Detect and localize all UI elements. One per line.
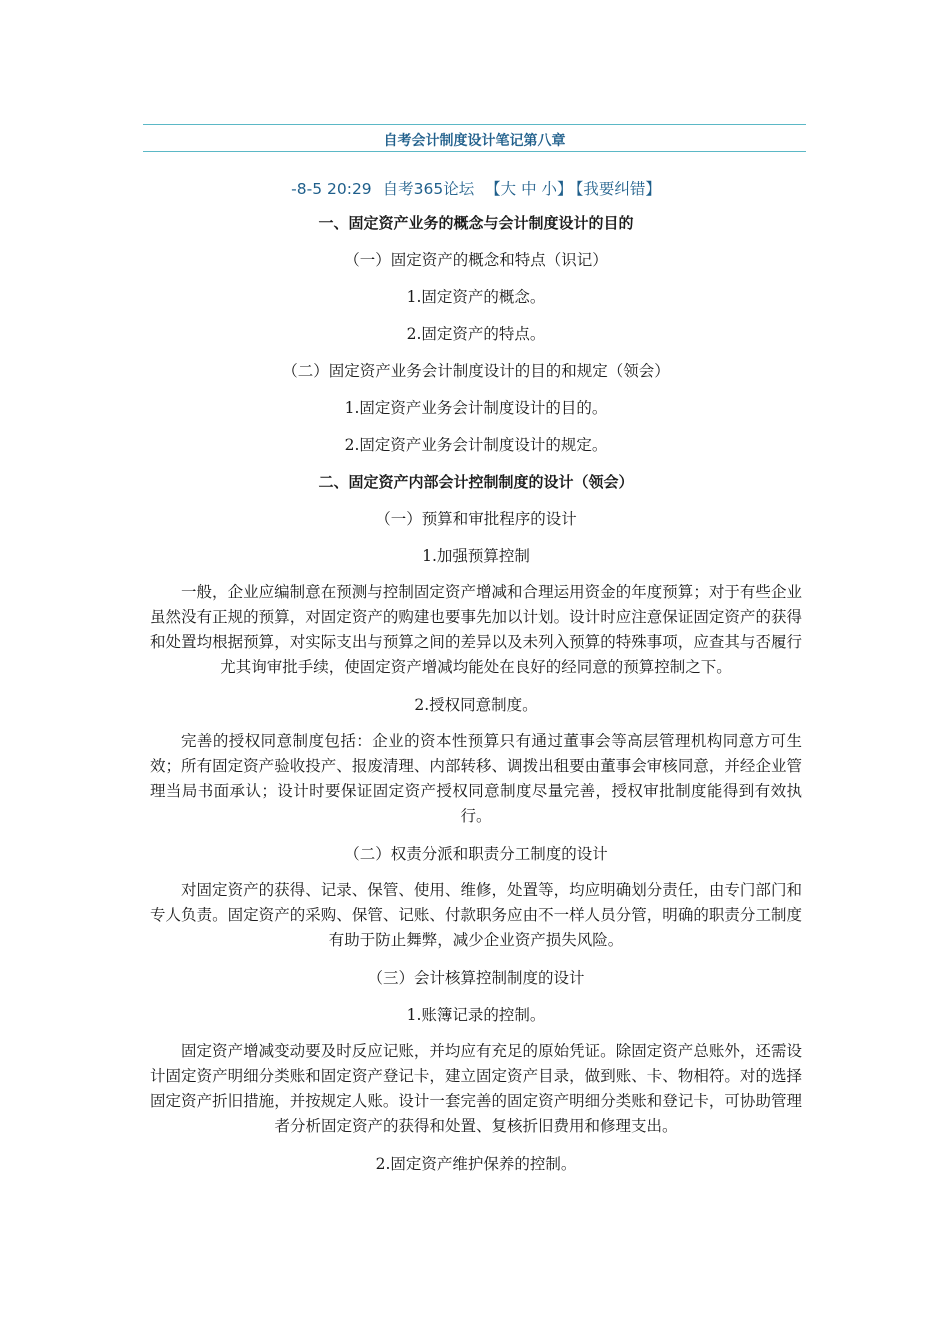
paragraph: 对固定资产的获得、记录、保管、使用、维修，处置等，均应明确划分责任，由专门部门和专人负责。固定资产的采购、保管、记账、付款职务应由不一样人员分管，明确的职责分工制度有助于防止舞弊，减少企业资产损失风险。 (150, 881, 802, 949)
font-size-large-link[interactable]: 【大 (485, 180, 517, 198)
title-top-rule (143, 124, 806, 125)
paragraph: 完善的授权同意制度包括：企业的资本性预算只有通过董事会等高层管理机构同意方可生效；所有固定资产验收投产、报废清理、内部转移、调拨出租要由董事会审核同意，并经企业管理当局书面承认；设计时要保证固定资产授权同意制度尽量完善，授权审批制度能得到有效执行。 (150, 732, 802, 825)
paragraph: 固定资产增减变动要及时反应记账，并均应有充足的原始凭证。除固定资产总账外，还需设计固定资产明细分类账和固定资产登记卡，建立固定资产目录，做到账、卡、物相符。对的选择固定资产折旧措施，并按规定人账。设计一套完善的固定资产明细分类账和登记卡，可协助管理者分析固定资产的获得和处置、复核折旧费用和修理支出。 (150, 1042, 802, 1135)
article-meta (143, 177, 806, 199)
report-error-link[interactable]: 【我要纠错】 (575, 180, 661, 198)
article-body (150, 210, 802, 1188)
subsection-heading: （三）会计核算控制制度的设计 (367, 969, 585, 987)
subsection-heading: （一）固定资产的概念和特点（识记） (344, 251, 608, 269)
list-item: 2.授权同意制度。 (414, 696, 538, 714)
list-item: 2.固定资产业务会计制度设计的规定。 (344, 436, 608, 454)
title-bottom-rule (143, 151, 806, 152)
font-size-small-link[interactable]: 小】 (541, 180, 573, 198)
subsection-heading: （二）权责分派和职责分工制度的设计 (344, 845, 608, 863)
section-heading-2: 二、固定资产内部会计控制制度的设计（领会） (318, 473, 634, 491)
font-size-medium-link[interactable]: 中 (521, 180, 537, 198)
list-item: 2.固定资产的特点。 (406, 325, 546, 343)
list-item: 1.加强预算控制 (422, 547, 530, 565)
source-label: 自考365论坛 (382, 180, 475, 198)
font-size-controls (485, 180, 572, 198)
list-item: 1.固定资产的概念。 (406, 288, 546, 306)
section-heading-1: 一、固定资产业务的概念与会计制度设计的目的 (318, 214, 634, 232)
list-item: 1.账簿记录的控制。 (406, 1006, 546, 1024)
post-datetime: -8-5 20:29 (291, 180, 372, 198)
list-item: 2.固定资产维护保养的控制。 (375, 1155, 577, 1173)
subsection-heading: （二）固定资产业务会计制度设计的目的和规定（领会） (282, 362, 670, 380)
subsection-heading: （一）预算和审批程序的设计 (375, 510, 577, 528)
page-title: 自考会计制度设计笔记第八章 (383, 133, 566, 149)
list-item: 1.固定资产业务会计制度设计的目的。 (344, 399, 608, 417)
paragraph: 一般，企业应编制意在预测与控制固定资产增减和合理运用资金的年度预算；对于有些企业虽然没有正规的预算，对固定资产的购建也要事先加以计划。设计时应注意保证固定资产的获得和处置均根据预算，对实际支出与预算之间的差异以及未列入预算的特殊事项，应查其与否履行尤其询审批手续，使固定资产增减均能处在良好的经同意的预算控制之下。 (150, 583, 802, 676)
